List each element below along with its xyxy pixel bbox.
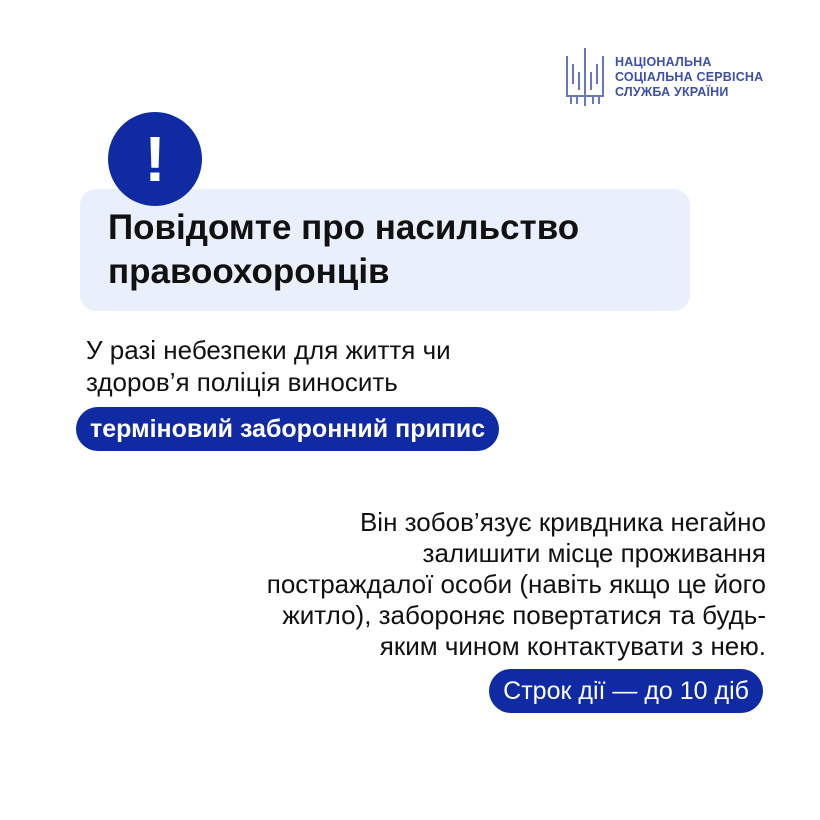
logo-line: СОЦІАЛЬНА СЕРВІСНА (615, 69, 764, 84)
trident-logo-icon (563, 46, 607, 108)
term-badge: Строк дії — до 10 діб (489, 669, 763, 713)
body-line: житло), забороняє повертатися та будь- (282, 600, 766, 630)
body-line: Він зобов’язує кривдника негайно (359, 507, 766, 537)
body-text (126, 507, 766, 662)
intro-line: здоров’я поліція виносить (86, 367, 398, 397)
title-line: Повідомте про насильство (108, 208, 580, 247)
logo-line: НАЦІОНАЛЬНА (615, 54, 712, 69)
restraining-order-badge: терміновий заборонний припис (76, 407, 499, 451)
logo-line: СЛУЖБА УКРАЇНИ (615, 84, 729, 99)
body-line: яким чином контактувати з нею. (379, 631, 766, 661)
title-line: правоохоронців (108, 252, 390, 291)
exclamation-icon: ! (108, 112, 202, 206)
intro-text (86, 334, 451, 398)
intro-line: У разі небезпеки для життя чи (86, 335, 451, 365)
body-line: залишити місце проживання (422, 538, 766, 568)
body-line: постраждалої особи (навіть якщо це його (266, 569, 766, 599)
page-title (108, 206, 579, 294)
logo (563, 46, 763, 108)
